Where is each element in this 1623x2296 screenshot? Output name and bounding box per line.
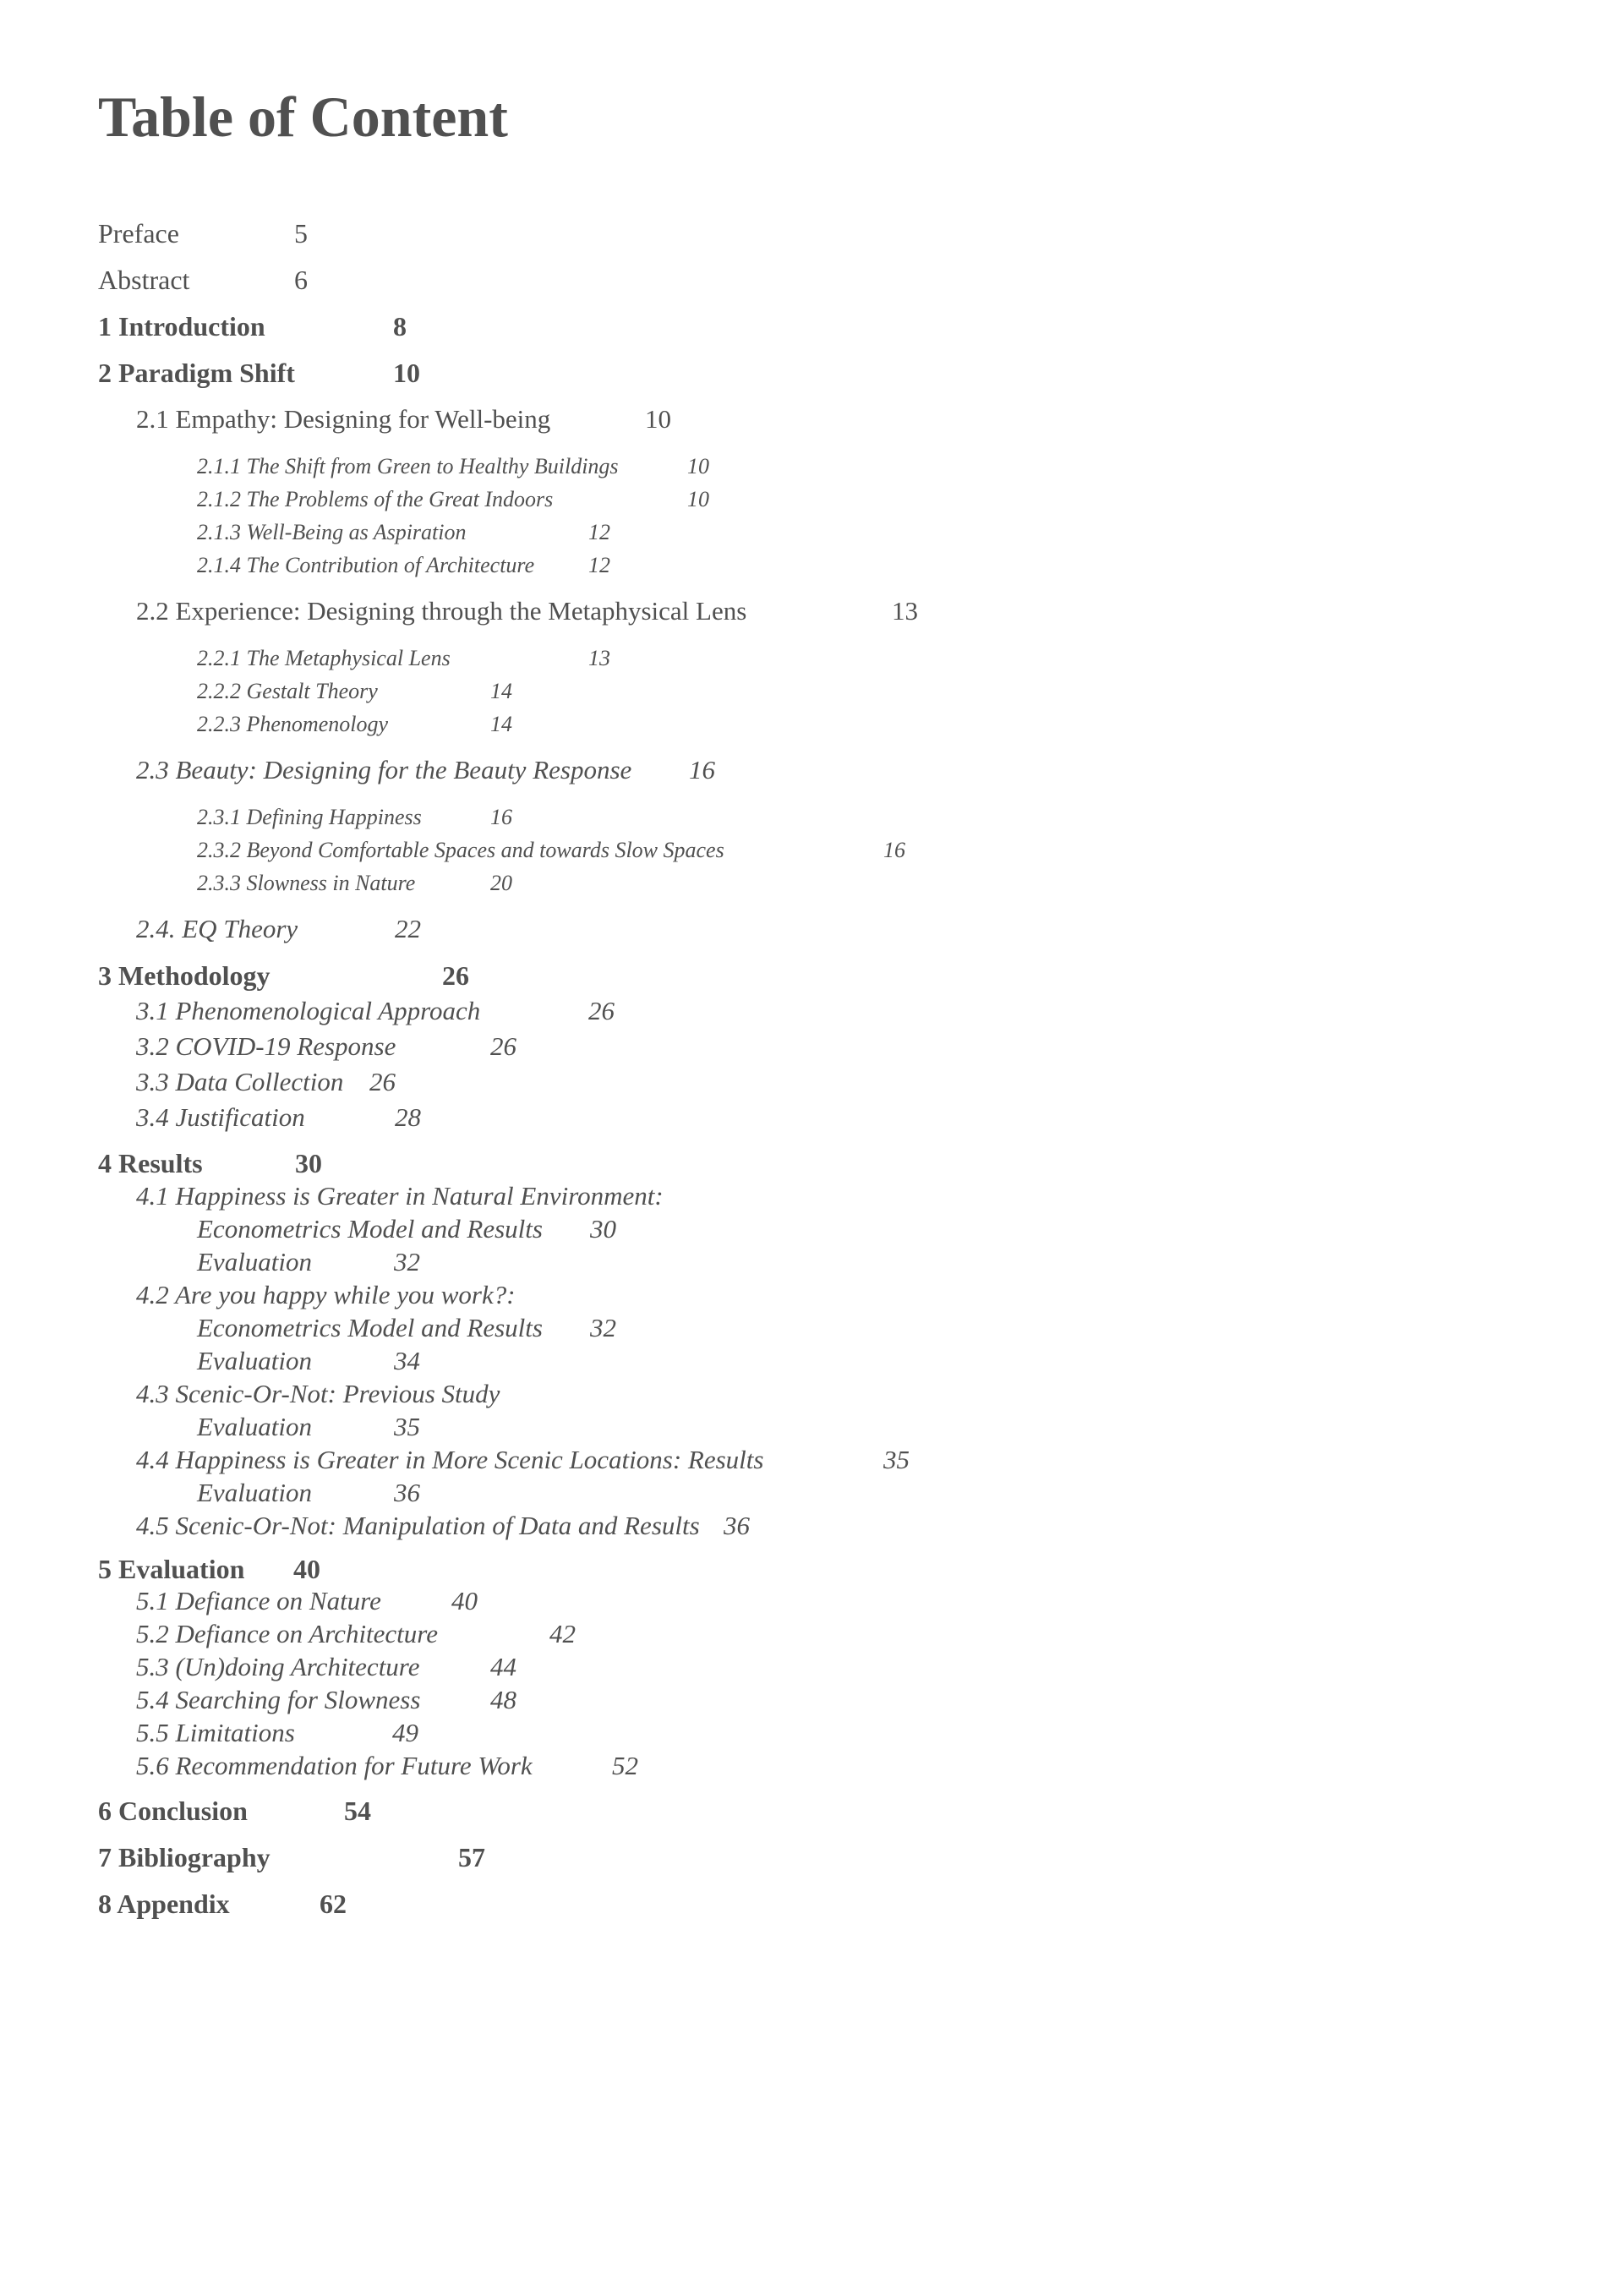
toc-entry-page: 30 [295, 1148, 322, 1178]
toc-entry-abstract [98, 265, 308, 295]
toc-entry-label: 7 Bibliography [98, 1842, 270, 1872]
toc-entry-label: 2.2.3 Phenomenology [197, 712, 389, 736]
toc-entry-page: 44 [490, 1652, 516, 1681]
toc-entry-label: 3 Methodology [98, 960, 270, 991]
toc-section [136, 996, 615, 1025]
toc-entry-label: 2.3 Beauty: Designing for the Beauty Response [136, 755, 632, 784]
toc-chapter [98, 311, 407, 342]
toc-chapter [98, 960, 469, 991]
toc-entry-label: 2.2 Experience: Designing through the Metaphysical Lens [136, 596, 747, 626]
toc-entry-label: 4.5 Scenic-Or-Not: Manipulation of Data and Results [136, 1511, 700, 1540]
toc-entry-page: 48 [490, 1685, 516, 1714]
toc-entry-page: 5 [294, 218, 308, 249]
toc-subsection [197, 1478, 420, 1507]
toc-entry-label: 2 Paradigm Shift [98, 358, 295, 388]
toc-entry-page: 12 [588, 553, 610, 577]
toc-section [136, 1685, 516, 1714]
toc-section [136, 1102, 421, 1132]
toc-entry-page: 34 [394, 1346, 420, 1375]
toc-entry-label: Evaluation [197, 1478, 313, 1507]
toc-entry-label: Evaluation [197, 1412, 313, 1441]
toc-entry-page: 28 [395, 1102, 421, 1132]
toc-entry-page: 35 [883, 1445, 910, 1474]
toc-entry-label: 3.2 COVID-19 Response [136, 1031, 396, 1061]
toc-entry-page: 13 [892, 596, 918, 626]
toc-entry-label: 5.2 Defiance on Architecture [136, 1619, 438, 1648]
toc-entry-label: Preface [98, 218, 179, 249]
toc-section [136, 1067, 396, 1096]
toc-section [136, 914, 421, 943]
toc-entry-page: 30 [590, 1214, 616, 1244]
toc-chapter [98, 1796, 371, 1826]
toc-subsection [197, 1214, 616, 1244]
toc-entry-page: 8 [393, 311, 407, 342]
toc-subsection [197, 646, 610, 670]
toc-section [136, 1619, 576, 1648]
toc-subsection [197, 838, 905, 862]
toc-entry-label: 4 Results [98, 1148, 203, 1178]
toc-chapter [98, 1889, 347, 1919]
toc-chapter [98, 1842, 485, 1872]
toc-entry-label: Evaluation [197, 1247, 313, 1276]
toc-entry-label: 4.3 Scenic-Or-Not: Previous Study [136, 1379, 500, 1408]
toc-entry-page: 57 [458, 1842, 485, 1872]
toc-entry-label: 5 Evaluation [98, 1554, 245, 1584]
toc-entry-label: 2.1.3 Well-Being as Aspiration [197, 520, 467, 544]
toc-entry-page: 40 [293, 1554, 320, 1584]
toc-subsection [197, 805, 512, 829]
toc-section [136, 1445, 910, 1474]
toc-entry-label: 5.4 Searching for Slowness [136, 1685, 421, 1714]
toc-entry-page: 26 [442, 960, 469, 991]
toc-subsection [197, 520, 610, 544]
toc-entry-page: 26 [490, 1031, 516, 1061]
toc-entry-label: 2.2.1 The Metaphysical Lens [197, 646, 451, 670]
toc-entry-page: 42 [549, 1619, 576, 1648]
toc-entry-page: 35 [394, 1412, 420, 1441]
toc-entry-page: 16 [490, 805, 512, 829]
toc-entry-label: Evaluation [197, 1346, 313, 1375]
toc-entry-page: 22 [395, 914, 421, 943]
toc-subsection [197, 1247, 420, 1276]
toc-entry-page: 26 [369, 1067, 396, 1096]
toc-section [136, 755, 715, 784]
toc-section [136, 1183, 664, 1209]
toc-subsection [197, 1313, 616, 1342]
toc-entry-page: 16 [689, 755, 715, 784]
toc-entry-page: 49 [392, 1718, 418, 1747]
toc-entry-label: 8 Appendix [98, 1889, 230, 1919]
toc-section [136, 596, 918, 626]
toc-section [136, 404, 671, 434]
toc-chapter [98, 358, 420, 388]
toc-section [136, 1031, 516, 1061]
toc-chapter [98, 1554, 320, 1584]
toc-section [136, 1380, 500, 1407]
toc-entry-label: 2.2.2 Gestalt Theory [197, 679, 378, 703]
toc-subsection [197, 487, 709, 511]
toc-entry-label: 5.3 (Un)doing Architecture [136, 1652, 420, 1681]
toc-entry-label: 3.1 Phenomenological Approach [136, 996, 481, 1025]
toc-entry-page: 32 [590, 1313, 616, 1342]
toc-entry-page: 10 [645, 404, 671, 434]
toc-entry-label: 5.1 Defiance on Nature [136, 1586, 381, 1615]
toc-entry-label: 2.1.1 The Shift from Green to Healthy Buildings [197, 454, 619, 478]
toc-entry-label: 4.1 Happiness is Greater in Natural Environment: [136, 1181, 664, 1211]
toc-entry-label: 2.4. EQ Theory [136, 914, 298, 943]
toc-section [136, 1586, 478, 1615]
toc-subsection [197, 871, 512, 895]
toc-entry-page: 26 [588, 996, 615, 1025]
toc-entry-label: 2.3.1 Defining Happiness [197, 805, 422, 829]
toc-subsection [197, 712, 512, 736]
toc-entry-label: 2.1 Empathy: Designing for Well-being [136, 404, 551, 434]
toc-entry-page: 14 [490, 712, 512, 736]
toc-entry-label: 2.1.2 The Problems of the Great Indoors [197, 487, 554, 511]
toc-entry-page: 12 [588, 520, 610, 544]
toc-entry-page: 32 [394, 1247, 420, 1276]
toc-entry-page: 13 [588, 646, 610, 670]
toc-entry-label: 5.6 Recommendation for Future Work [136, 1751, 533, 1780]
toc-entry-label: 5.5 Limitations [136, 1718, 295, 1747]
toc-entry-preface [98, 218, 308, 249]
toc-section [136, 1511, 750, 1540]
toc-entry-label: 4.2 Are you happy while you work?: [136, 1280, 516, 1309]
toc-section [136, 1751, 638, 1780]
page-title: Table of Content [98, 85, 508, 149]
toc-entry-page: 14 [490, 679, 512, 703]
toc-subsection [197, 1412, 420, 1441]
toc-entry-page: 52 [612, 1751, 638, 1780]
toc-entry-page: 20 [490, 871, 512, 895]
toc-entry-label: 6 Conclusion [98, 1796, 248, 1826]
toc-entry-page: 16 [883, 838, 905, 862]
toc-subsection [197, 553, 610, 577]
toc-section [136, 1282, 516, 1308]
toc-entry-page: 36 [724, 1511, 750, 1540]
toc-entry-page: 62 [320, 1889, 347, 1919]
toc-entry-label: Econometrics Model and Results [197, 1313, 543, 1342]
toc-entry-label: 4.4 Happiness is Greater in More Scenic Locations: Results [136, 1445, 764, 1474]
toc-chapter [98, 1148, 322, 1178]
toc-entry-label: 2.3.3 Slowness in Nature [197, 871, 416, 895]
toc-entry-page: 10 [687, 487, 709, 511]
toc-entry-label: Abstract [98, 265, 190, 295]
toc-entry-label: 3.4 Justification [136, 1102, 305, 1132]
toc-entry-page: 10 [687, 454, 709, 478]
toc-entry-page: 6 [294, 265, 308, 295]
toc-entry-label: 1 Introduction [98, 311, 265, 342]
toc-subsection [197, 1346, 420, 1375]
toc-section [136, 1652, 516, 1681]
toc-entry-page: 36 [394, 1478, 420, 1507]
toc-subsection [197, 679, 512, 703]
toc-section [136, 1718, 418, 1747]
toc-entry-page: 54 [344, 1796, 371, 1826]
toc-entry-label: 2.3.2 Beyond Comfortable Spaces and towards Slow Spaces [197, 838, 724, 862]
toc-entry-label: 2.1.4 The Contribution of Architecture [197, 553, 535, 577]
toc-entry-page: 40 [451, 1586, 478, 1615]
toc-entry-label: Econometrics Model and Results [197, 1214, 543, 1244]
toc-entry-page: 10 [393, 358, 420, 388]
toc-entry-label: 3.3 Data Collection [136, 1067, 344, 1096]
toc-subsection [197, 454, 709, 478]
